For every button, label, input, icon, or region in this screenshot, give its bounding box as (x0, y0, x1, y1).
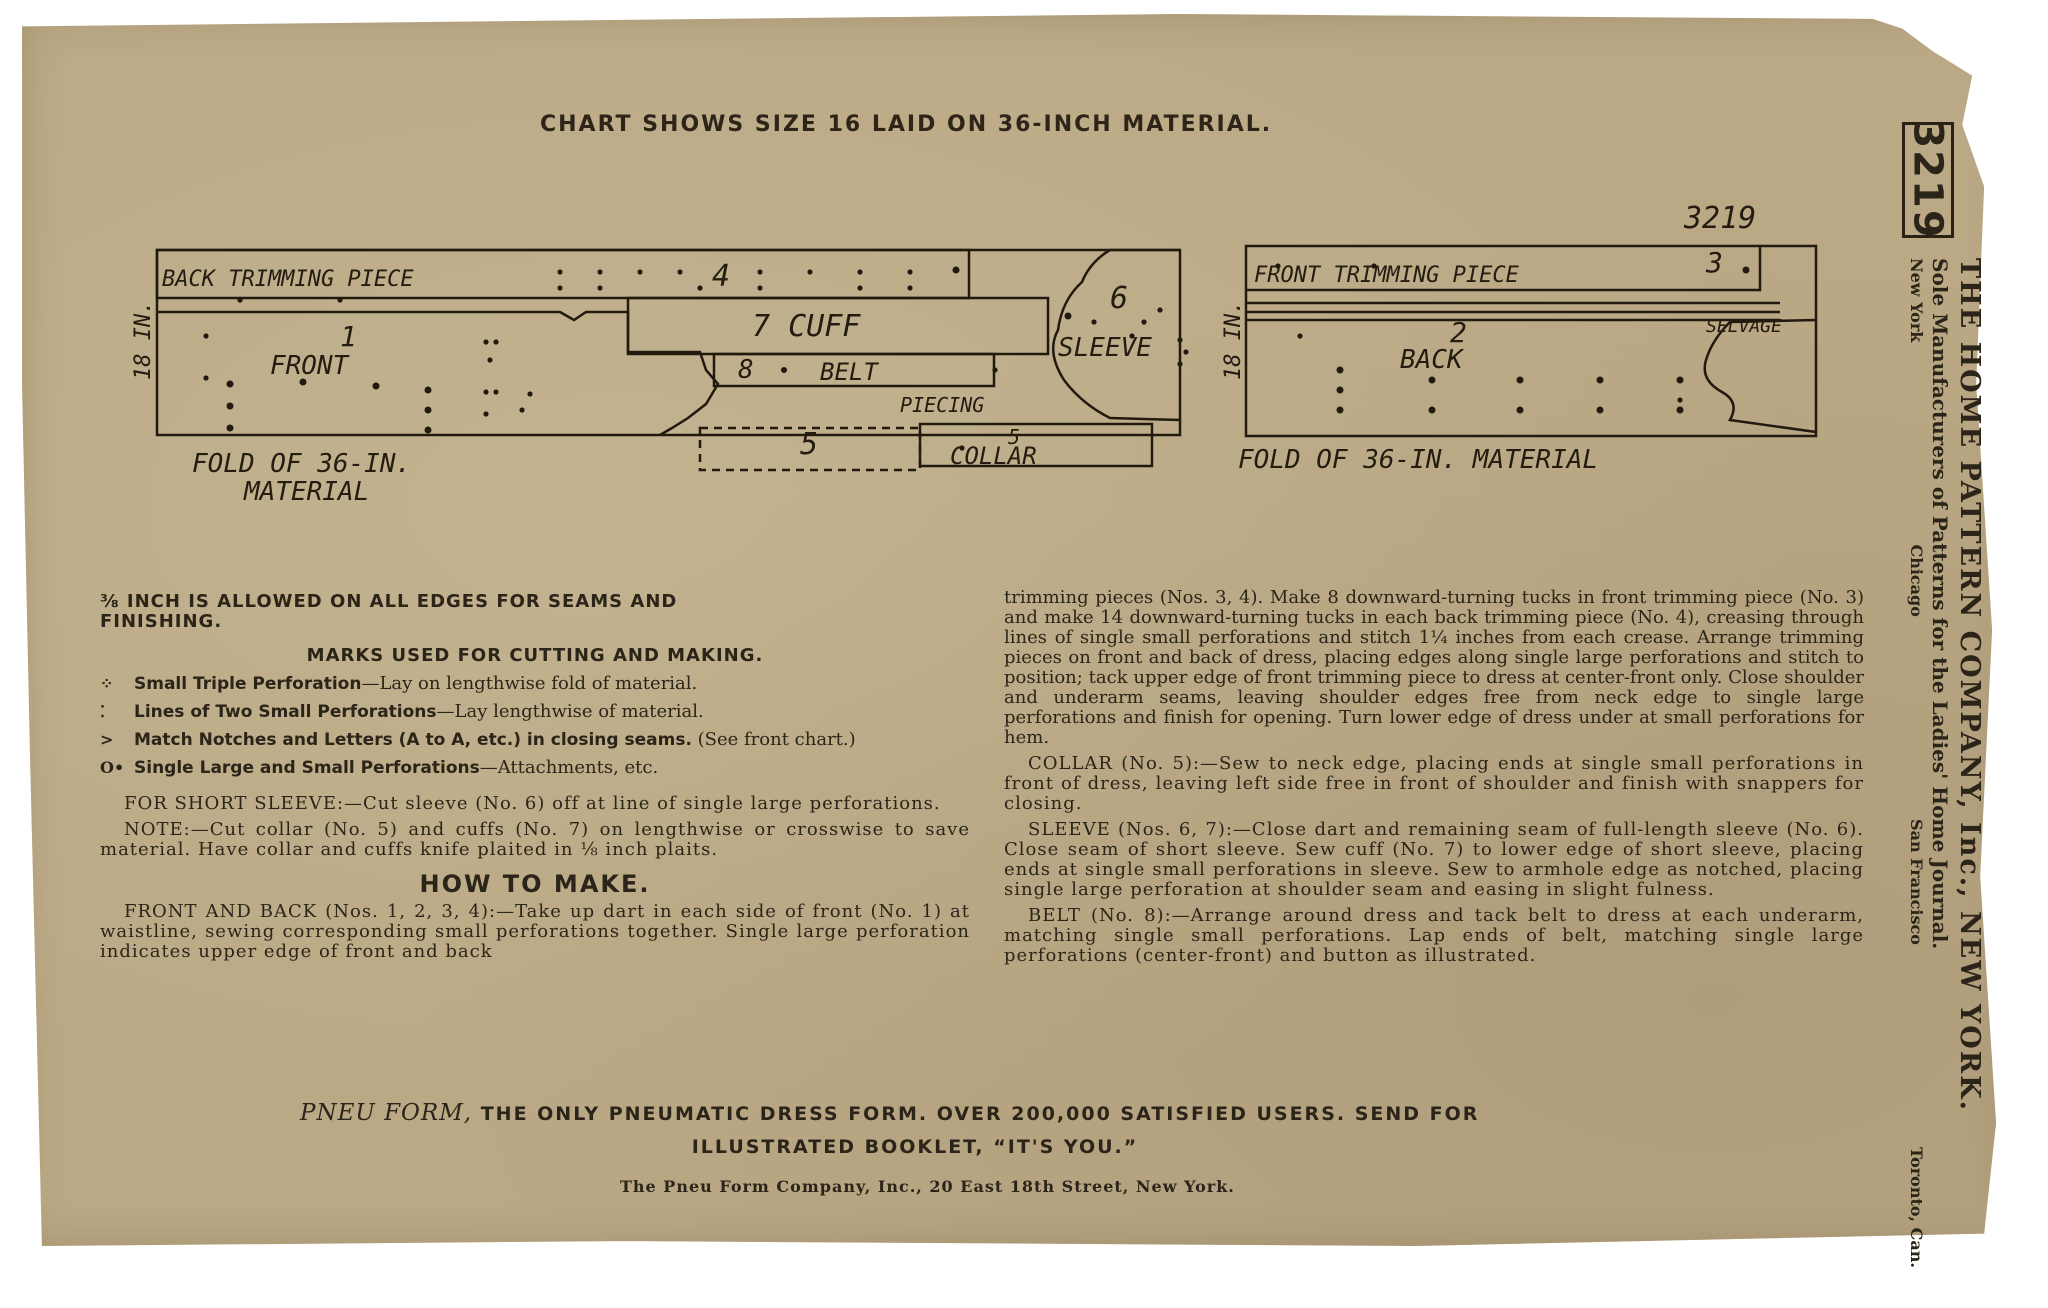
piece-five-number: 5 (800, 427, 819, 462)
collar-cuffs-note: NOTE:—Cut collar (No. 5) and cuffs (No. 7) on lengthwise or crosswise to save material. Have collar and cuffs knife plaited in ⅛ inch plaits. (100, 819, 970, 860)
instructions-left-column (100, 592, 970, 968)
perforation (597, 285, 602, 290)
perforation (557, 285, 562, 290)
right-fold-label: FOLD OF 36-IN. MATERIAL (1238, 445, 1599, 475)
double-perforation-icon: ⁚ (100, 702, 106, 721)
mark-small-triple-perforation: ⁘ Small Triple Perforation—Lay on lengthwise fold of material. (100, 673, 698, 694)
belt-instructions: BELT (No. 8):—Arrange around dress and tack belt to dress at each underarm, matching single small perforations. Lap ends of belt, matching single large perforations (center-front) and button as illustrated. (1004, 905, 1864, 966)
front-piece-number: 1 (340, 320, 357, 353)
perforation (1597, 407, 1604, 414)
perforation (1677, 377, 1684, 384)
left-width-label: 18 IN. (131, 300, 156, 380)
front-piece-outline (157, 312, 718, 435)
perforation (1337, 387, 1344, 394)
perforation (487, 357, 492, 362)
city-toronto: Toronto, Can. (1907, 1147, 1926, 1268)
perforation (1429, 377, 1436, 384)
perforation (373, 383, 380, 390)
perforation (857, 285, 862, 290)
left-fold-label-line1: FOLD OF 36-IN. (192, 449, 412, 479)
perforation (1677, 407, 1684, 414)
perforation (1337, 367, 1344, 374)
front-piece-label: FRONT (270, 351, 349, 381)
back-trimming-piece-label: BACK TRIMMING PIECE (162, 267, 414, 292)
front-trimming-piece-label: FRONT TRIMMING PIECE (1254, 263, 1519, 288)
perforation (697, 285, 702, 290)
collar-instructions: COLLAR (No. 5):—Sew to neck edge, placing ends at single small perforations in front of dress, leaving left side free in front of shoulder and finish with snappers for closing. (1004, 753, 1864, 814)
sleeve-piece-label: SLEEVE (1058, 333, 1152, 363)
perforation (227, 381, 234, 388)
ad-line-2: ILLUSTRATED BOOKLET, “IT'S YOU.” (691, 1136, 1139, 1158)
pattern-number-box (1902, 122, 1954, 238)
perforation (337, 297, 342, 302)
front-trimming-piece-number: 3 (1706, 246, 1723, 279)
back-piece-label: BACK (1400, 345, 1463, 375)
perforation (677, 269, 682, 274)
perforation (493, 339, 498, 344)
cities-row (1907, 258, 1926, 1308)
left-fold-label-line2: MATERIAL (244, 477, 370, 507)
perforation (483, 339, 488, 344)
perforation (597, 269, 602, 274)
perforation (757, 285, 762, 290)
perforation (1177, 337, 1182, 342)
perforation (637, 269, 642, 274)
perforation (1183, 349, 1188, 354)
perforation (527, 391, 532, 396)
pattern-number: 3219 (1905, 120, 1952, 240)
perforation (227, 403, 234, 410)
perforation (781, 367, 787, 373)
ad-line-1: THE ONLY PNEUMATIC DRESS FORM. OVER 200,000 SATISFIED USERS. SEND FOR (480, 1103, 1480, 1125)
short-sleeve-note: FOR SHORT SLEEVE:—Cut sleeve (No. 6) off at line of single large perforations. (124, 793, 941, 814)
perforation (519, 407, 524, 412)
perforation (237, 297, 242, 302)
seams-allowance-line1: ⅜ INCH IS ALLOWED ON ALL EDGES FOR SEAMS AND (100, 591, 678, 612)
perforation (757, 269, 762, 274)
perforation (1517, 377, 1524, 384)
selvage-lines (1246, 303, 1780, 320)
selvage-label: SELVAGE (1706, 316, 1782, 337)
sleeve-instructions: SLEEVE (Nos. 6, 7):—Close dart and remaining seam of full-length sleeve (No. 6). Close seam of short sleeve. Sew cuff (No. 7) to lower edge of short sleeve, placing ends at single small perforations in sleeve. Sew to armhole edge as notched, placing single large perforation at shoulder seam and easing in slight fulness. (1004, 819, 1864, 900)
pattern-number-handwritten: 3219 (1684, 201, 1757, 236)
perforation (1517, 407, 1524, 414)
perforation (425, 387, 432, 394)
seams-allowance-line2: FINISHING. (100, 611, 223, 632)
perforation (1065, 313, 1072, 320)
perforation (907, 269, 912, 274)
perforation (1141, 319, 1146, 324)
back-trimming-piece-number: 4 (712, 259, 731, 294)
perforation (483, 411, 488, 416)
how-to-make-title: HOW TO MAKE. (419, 870, 651, 898)
perforation (227, 425, 234, 432)
company-name: THE HOME PATTERN COMPANY, Inc., NEW YORK. (1954, 258, 1985, 1113)
perforation (992, 367, 997, 372)
pneu-form-address: The Pneu Form Company, Inc., 20 East 18th Street, New York. (620, 1177, 1235, 1196)
perforation (1429, 407, 1436, 414)
perforation (1677, 397, 1682, 402)
pneu-form-advertisement (300, 1100, 1680, 1158)
perforation (425, 407, 432, 414)
perforation (857, 269, 862, 274)
large-small-perforation-icon: O• (100, 758, 125, 777)
company-imprint-vertical (1855, 258, 1985, 1308)
perforation (1743, 267, 1750, 274)
right-width-label: 18 IN. (1221, 300, 1246, 380)
city-san-francisco: San Francisco (1907, 819, 1926, 945)
perforation (907, 285, 912, 290)
perforation (807, 269, 812, 274)
perforation (203, 375, 208, 380)
front-and-back-instructions: FRONT AND BACK (Nos. 1, 2, 3, 4):—Take up dart in each side of front (No. 1) at waistline, sewing corresponding small perforations together. Single large perforation indicates upper edge of front and back (100, 901, 970, 962)
city-new-york: New York (1907, 258, 1926, 343)
trimming-instructions: trimming pieces (Nos. 3, 4). Make 8 downward-turning tucks in front trimming piece (No. 3) and make 14 downward-turning tucks in each back trimming piece (No. 4), creasing through lines of single small perforations and stitch 1¼ inches from each crease. Arrange trimming pieces on front and back of dress, placing edges along single large perforations and stitch to position; tack upper edge of front trimming piece to dress at center-front only. Close shoulder and underarm seams, leaving shoulder edges free from neck edge to single large perforations and finish for opening. Turn lower edge of dress under at small perforations for hem. (1004, 587, 1864, 748)
perforation (1297, 333, 1302, 338)
pneu-form-brand: PNEU FORM, (300, 1100, 473, 1126)
chart-title: CHART SHOWS SIZE 16 LAID ON 36-INCH MATERIAL. (540, 112, 1273, 137)
perforation (1337, 407, 1344, 414)
collar-piece-number: 5 (1008, 425, 1021, 449)
perforation (1597, 377, 1604, 384)
sole-manufacturers-line: Sole Manufacturers of Patterns for the Ladies' Home Journal. (1928, 258, 1952, 950)
mark-large-small-perforations: O• Single Large and Small Perforations—Attachments, etc. (100, 757, 659, 778)
triple-perforation-icon: ⁘ (100, 674, 114, 693)
collar-piece-label: COLLAR (950, 442, 1037, 470)
belt-piece-label: BELT (820, 358, 878, 386)
perforation (203, 333, 208, 338)
mark-two-small-perforations: ⁚ Lines of Two Small Perforations—Lay lengthwise of material. (100, 701, 704, 722)
perforation (953, 267, 960, 274)
perforation (1157, 307, 1162, 312)
instructions-right-column (1004, 588, 1864, 972)
cuff-piece-label: 7 CUFF (752, 309, 861, 344)
perforation (493, 389, 498, 394)
sleeve-piece-number: 6 (1110, 281, 1129, 316)
piecing-label: PIECING (900, 393, 985, 417)
marks-title: MARKS USED FOR CUTTING AND MAKING. (306, 645, 764, 666)
perforation (425, 427, 432, 434)
mark-match-notches: > Match Notches and Letters (A to A, etc.) in closing seams. (See front chart.) (100, 729, 856, 750)
perforation-marks (203, 263, 1749, 450)
perforation (483, 389, 488, 394)
back-piece-number: 2 (1450, 316, 1467, 349)
city-chicago: Chicago (1907, 544, 1926, 617)
belt-piece-number: 8 (738, 355, 754, 385)
perforation (1177, 361, 1182, 366)
perforation (1091, 319, 1096, 324)
perforation (557, 269, 562, 274)
notch-icon: > (100, 730, 114, 749)
